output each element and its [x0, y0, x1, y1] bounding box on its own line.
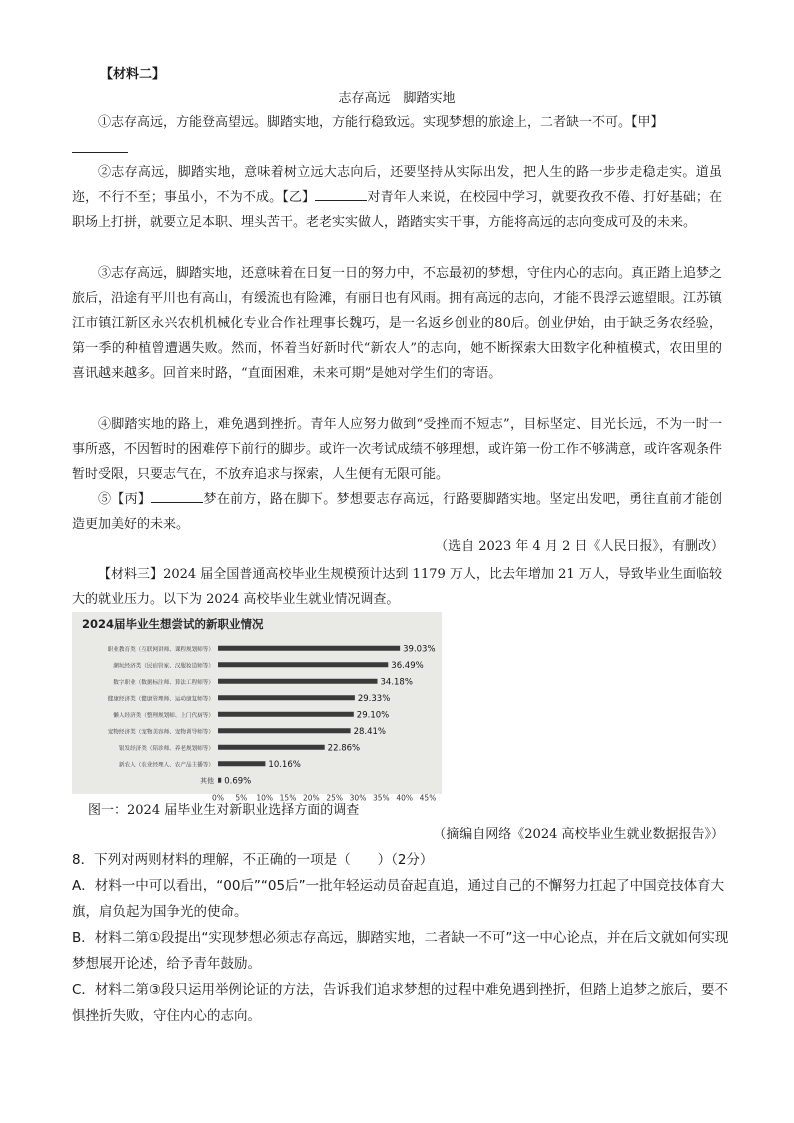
new-jobs-chart-svg — [72, 612, 442, 803]
answer-blank-yi — [315, 188, 367, 201]
chart-x-tick-label: 20% — [302, 793, 320, 803]
new-jobs-chart — [72, 612, 442, 803]
material3-text: 【材料三】2024 届全国普通高校毕业生规模预计达到 1179 万人，比去年增加 21 万人，导致毕业生面临较大的就业压力。以下为 2024 高校毕业生就业情况调查。 — [72, 567, 722, 607]
chart-bar — [218, 728, 351, 733]
chart-value-label: 29.10% — [356, 710, 390, 721]
paragraph-2-part-b: 对青年人来说，在校园中学习，就要孜孜不倦、打好基础；在职场上打拼，就要立足本职、埋头苦干。老老实实做人，踏踏实实干事，方能将高远的志向变成可及的未来。 — [72, 190, 722, 230]
chart-value-label: 39.03% — [403, 644, 436, 655]
chart-category-label: 新农人（农业经理人、农产品主播等） — [118, 762, 214, 769]
material2-label: 【材料二】 — [100, 67, 166, 82]
chart-x-tick-label: 10% — [256, 793, 274, 803]
material2-source: （选自 2023 年 4 月 2 日《人民日报》，有删改） — [435, 539, 724, 554]
chart-category-label: 宠物经济类（宠物美容师、宠物训导师等） — [107, 729, 214, 736]
chart-bar — [218, 662, 388, 667]
chart-x-tick-label: 5% — [235, 793, 248, 803]
chart-bar — [218, 778, 221, 783]
chart-bar — [218, 679, 378, 684]
chart-x-tick-label: 35% — [372, 793, 390, 803]
chart-x-tick-label: 15% — [279, 793, 297, 803]
chart-x-tick-label: 25% — [326, 793, 344, 803]
answer-blank-bing — [151, 490, 203, 503]
paragraph-3: ③志存高远，脚踏实地，还意味着在日复一日的努力中，不忘最初的梦想，守住内心的志向。真正踏上追梦之旅后，沿途有平川也有高山，有缓流也有险滩，有丽日也有风雨。拥有高远的志向，才能不畏浮云遮望眼。江苏镇江市镇江新区永兴农机机械化专业合作社理事长魏巧，是一名返乡创业的80后。创业伊始，由于缺乏务农经验，第一季的种植曾遭遇失败。然而，怀着当好新时代“新农人”的志向，她不断探索大田数字化种植模式，农田里的喜讯越来越多。回首来时路，“直面困难，未来可期”是她对学生们的寄语。 — [72, 266, 723, 381]
chart-value-label: 0.69% — [224, 776, 252, 787]
chart-value-label: 28.41% — [353, 726, 387, 737]
chart-bar — [218, 646, 400, 651]
chart-category-label: 懒人经济类（整理规划师、上门代厨等） — [113, 712, 214, 719]
chart-x-tick-label: 40% — [396, 793, 414, 803]
chart-caption: 图一：2024 届毕业生对新职业选择方面的调查 — [88, 803, 360, 818]
chart-category-label: 其他 — [200, 776, 214, 785]
chart-bar — [218, 761, 265, 766]
paragraph-5-part-a: ⑤【丙】 — [98, 492, 152, 507]
chart-category-label: 潮玩经济类（民宿管家、汉服妆造师等） — [113, 663, 214, 670]
chart-category-label: 职业教育类（互联网讲师、课程规划师等） — [107, 646, 214, 653]
chart-value-label: 22.86% — [327, 743, 361, 754]
paragraph-5-part-b: 梦在前方，路在脚下。梦想要志存高远，行路要脚踏实地。坚定出发吧，勇往直前才能创造更加美好的未来。 — [72, 492, 722, 532]
answer-blank-jia — [72, 152, 128, 153]
chart-bar — [218, 745, 325, 750]
option-a: A．材料一中可以看出，“00后”“05后”一批年轻运动员奋起直追，通过自己的不懈努力扛起了中国竞技体育大旗，肩负起为国争光的使命。 — [72, 878, 725, 920]
chart-value-label: 10.16% — [268, 759, 301, 770]
chart-value-label: 29.33% — [357, 693, 391, 704]
chart-bar — [218, 712, 354, 717]
chart-x-tick-label: 0% — [212, 793, 224, 803]
paragraph-5 — [72, 487, 722, 537]
chart-category-label: 健康经济类（健康管理师、运动康复师等） — [107, 696, 214, 703]
paragraph-2-part-a: ②志存高远，脚踏实地，意味着树立远大志向后，还要坚持从实际出发，把人生的路一步步走稳走实。道虽迩，不行不至；事虽小，不为不成。【乙】 — [72, 165, 722, 205]
paragraph-4: ④脚踏实地的路上，难免遇到挫折。青年人应努力做到“受挫而不短志”，目标坚定、目光长远，不为一时一事所惑，不因暂时的困难停下前行的脚步。或许一次考试成绩不够理想，或许第一份工作不够满意，或许客观条件暂时受限，只要志气在，不放弃追求与探索，人生便有无限可能。 — [72, 417, 723, 482]
chart-value-label: 36.49% — [391, 660, 424, 671]
option-b: B．材料二第①段提出“实现梦想必须志存高远，脚踏实地，二者缺一不可”这一中心论点，并在后文就如何实现梦想展开论述，给予青年鼓励。 — [72, 930, 729, 972]
chart-title: 2024届毕业生想尝试的新职业情况 — [82, 617, 264, 631]
option-c: C．材料二第③段只运用举例论证的方法，告诉我们追求梦想的过程中难免遇到挫折，但踏上追梦之旅后，要不惧挫折失败，守住内心的志向。 — [72, 982, 729, 1024]
chart-bar — [218, 695, 355, 700]
material2-title: 志存高远 脚踏实地 — [338, 91, 456, 106]
chart-x-tick-label: 45% — [419, 793, 437, 803]
paragraph-1: ①志存高远，方能登高望远。脚踏实地，方能行稳致远。实现梦想的旅途上，二者缺一不可。【甲】 — [98, 115, 664, 130]
material3-source: （摘编自网络《2024 高校毕业生就业数据报告》） — [433, 827, 724, 842]
paragraph-2 — [72, 160, 722, 235]
chart-x-tick-label: 30% — [349, 793, 367, 803]
chart-category-label: 银发经济类（陪诊师、养老规划师等） — [118, 745, 214, 752]
chart-value-label: 34.18% — [380, 677, 413, 688]
chart-category-label: 数字职业（数据标注师、算法工程师等） — [113, 679, 214, 686]
question-stem: 8．下列对两则材料的理解，不正确的一项是（ ）（2分） — [72, 852, 434, 868]
